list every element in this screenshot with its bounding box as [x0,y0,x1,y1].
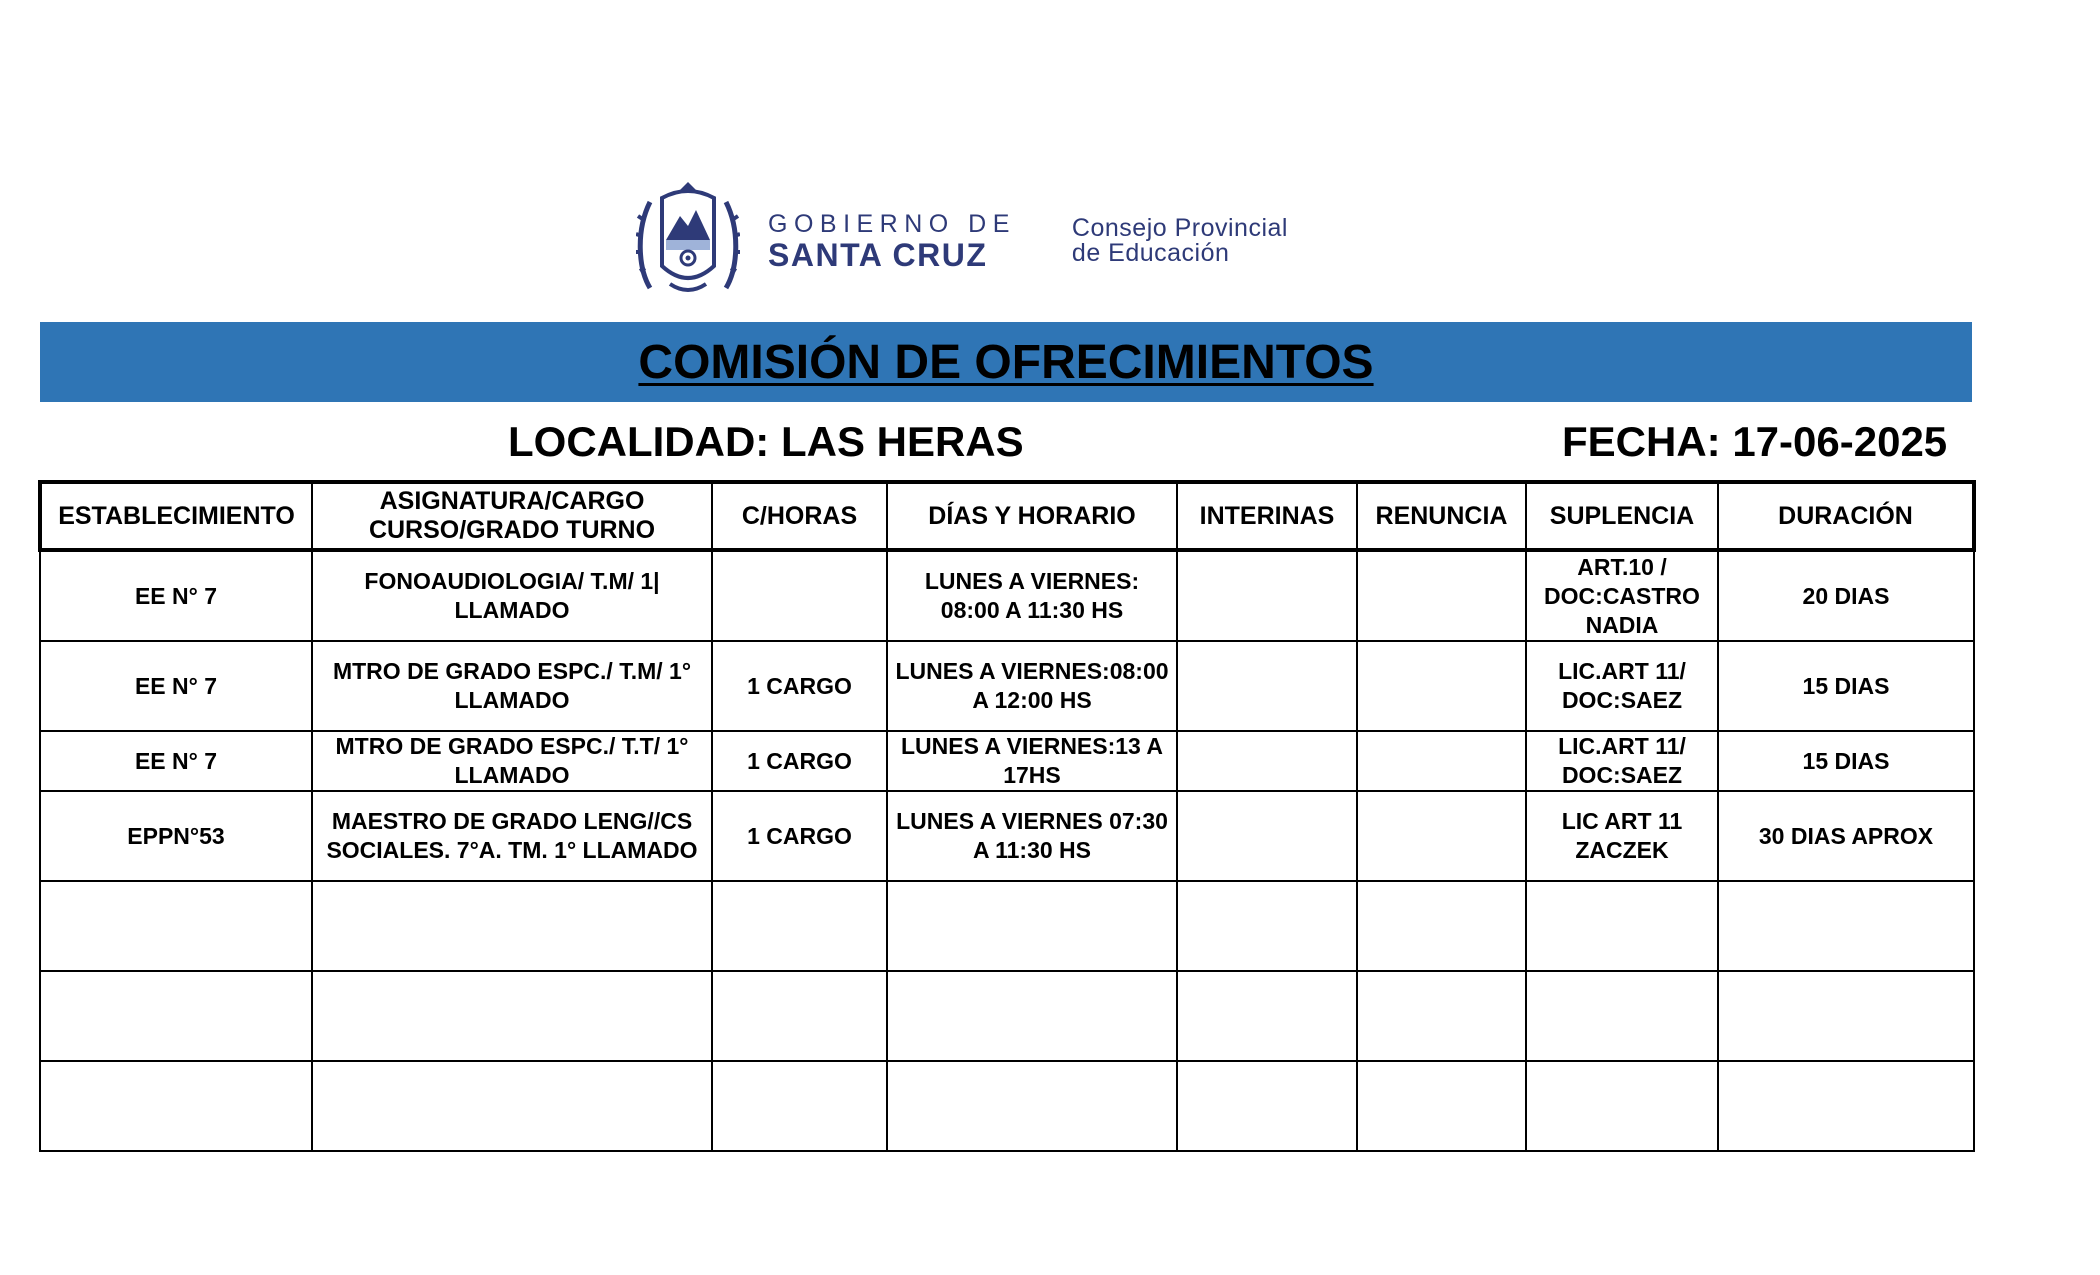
cell-asignatura: MTRO DE GRADO ESPC./ T.M/ 1° LLAMADO [312,641,712,731]
empty-cell [1357,971,1526,1061]
cell-horas: 1 CARGO [712,731,887,791]
empty-cell [312,971,712,1061]
empty-cell [712,1061,887,1151]
cell-interinas [1177,731,1357,791]
cell-asignatura: MTRO DE GRADO ESPC./ T.T/ 1° LLAMADO [312,731,712,791]
cell-establecimiento: EPPN°53 [40,791,312,881]
empty-cell [1357,1061,1526,1151]
empty-cell [887,971,1177,1061]
empty-cell [887,881,1177,971]
empty-cell [1357,881,1526,971]
cell-duracion: 20 DIAS [1718,550,1974,641]
offers-table [38,480,1976,1152]
table-row [40,791,1974,881]
cell-dias: LUNES A VIERNES 07:30 A 11:30 HS [887,791,1177,881]
empty-cell [1718,971,1974,1061]
column-header-dias: DÍAS Y HORARIO [887,482,1177,550]
date-label: FECHA: 17-06-2025 [1562,418,1948,465]
cell-dias: LUNES A VIERNES:13 A 17HS [887,731,1177,791]
santa-cruz-crest-icon [636,180,740,302]
cell-interinas [1177,641,1357,731]
empty-cell [40,881,312,971]
cell-duracion: 15 DIAS [1718,641,1974,731]
cell-interinas [1177,550,1357,641]
column-header-asignatura: ASIGNATURA/CARGO CURSO/GRADO TURNO [312,482,712,550]
government-wordmark-line2: SANTA CRUZ [768,236,988,273]
locality-label: LOCALIDAD: LAS HERAS [508,418,1024,465]
cell-asignatura: MAESTRO DE GRADO LENG//CS SOCIALES. 7°A. TM. 1° LLAMADO [312,791,712,881]
empty-cell [1177,1061,1357,1151]
cell-renuncia [1357,791,1526,881]
cell-suplencia: LIC ART 11 ZACZEK [1526,791,1718,881]
cell-establecimiento: EE N° 7 [40,641,312,731]
empty-cell [1177,971,1357,1061]
table-row [40,641,1974,731]
empty-cell [1177,881,1357,971]
cell-horas: 1 CARGO [712,641,887,731]
empty-cell [1526,971,1718,1061]
empty-cell [887,1061,1177,1151]
cell-suplencia: ART.10 / DOC:CASTRO NADIA [1526,550,1718,641]
empty-cell [1718,1061,1974,1151]
table-header-row [40,482,1974,550]
empty-cell [40,1061,312,1151]
council-wordmark-line2: de Educación [1071,238,1230,267]
empty-table-row [40,1061,1974,1151]
cell-duracion: 15 DIAS [1718,731,1974,791]
column-header-horas: C/HORAS [712,482,887,550]
table-row [40,731,1974,791]
empty-cell [1526,881,1718,971]
column-header-suplencia: SUPLENCIA [1526,482,1718,550]
council-wordmark-line1: Consejo Provincial [1071,213,1288,242]
empty-cell [712,881,887,971]
empty-cell [1718,881,1974,971]
cell-dias: LUNES A VIERNES:08:00 A 12:00 HS [887,641,1177,731]
government-wordmark-line1: GOBIERNO DE [768,209,1016,238]
table-row [40,550,1974,641]
column-header-interinas: INTERINAS [1177,482,1357,550]
cell-renuncia [1357,731,1526,791]
logo-header [636,178,1288,303]
cell-renuncia [1357,641,1526,731]
column-header-renuncia: RENUNCIA [1357,482,1526,550]
cell-suplencia: LIC.ART 11/ DOC:SAEZ [1526,641,1718,731]
empty-cell [312,1061,712,1151]
column-header-establecimiento: ESTABLECIMIENTO [40,482,312,550]
cell-suplencia: LIC.ART 11/ DOC:SAEZ [1526,731,1718,791]
column-header-duracion: DURACIÓN [1718,482,1974,550]
government-wordmark [768,210,1016,272]
cell-interinas [1177,791,1357,881]
title-banner [40,322,1972,402]
cell-asignatura: FONOAUDIOLOGIA/ T.M/ 1| LLAMADO [312,550,712,641]
empty-cell [40,971,312,1061]
cell-establecimiento: EE N° 7 [40,731,312,791]
cell-horas [712,550,887,641]
council-wordmark [1071,213,1288,267]
cell-establecimiento: EE N° 7 [40,550,312,641]
cell-duracion: 30 DIAS APROX [1718,791,1974,881]
cell-horas: 1 CARGO [712,791,887,881]
empty-table-row [40,881,1974,971]
empty-table-row [40,971,1974,1061]
cell-dias: LUNES A VIERNES: 08:00 A 11:30 HS [887,550,1177,641]
cell-renuncia [1357,550,1526,641]
empty-cell [1526,1061,1718,1151]
empty-cell [312,881,712,971]
page-title: COMISIÓN DE OFRECIMIENTOS [638,335,1374,389]
empty-cell [712,971,887,1061]
